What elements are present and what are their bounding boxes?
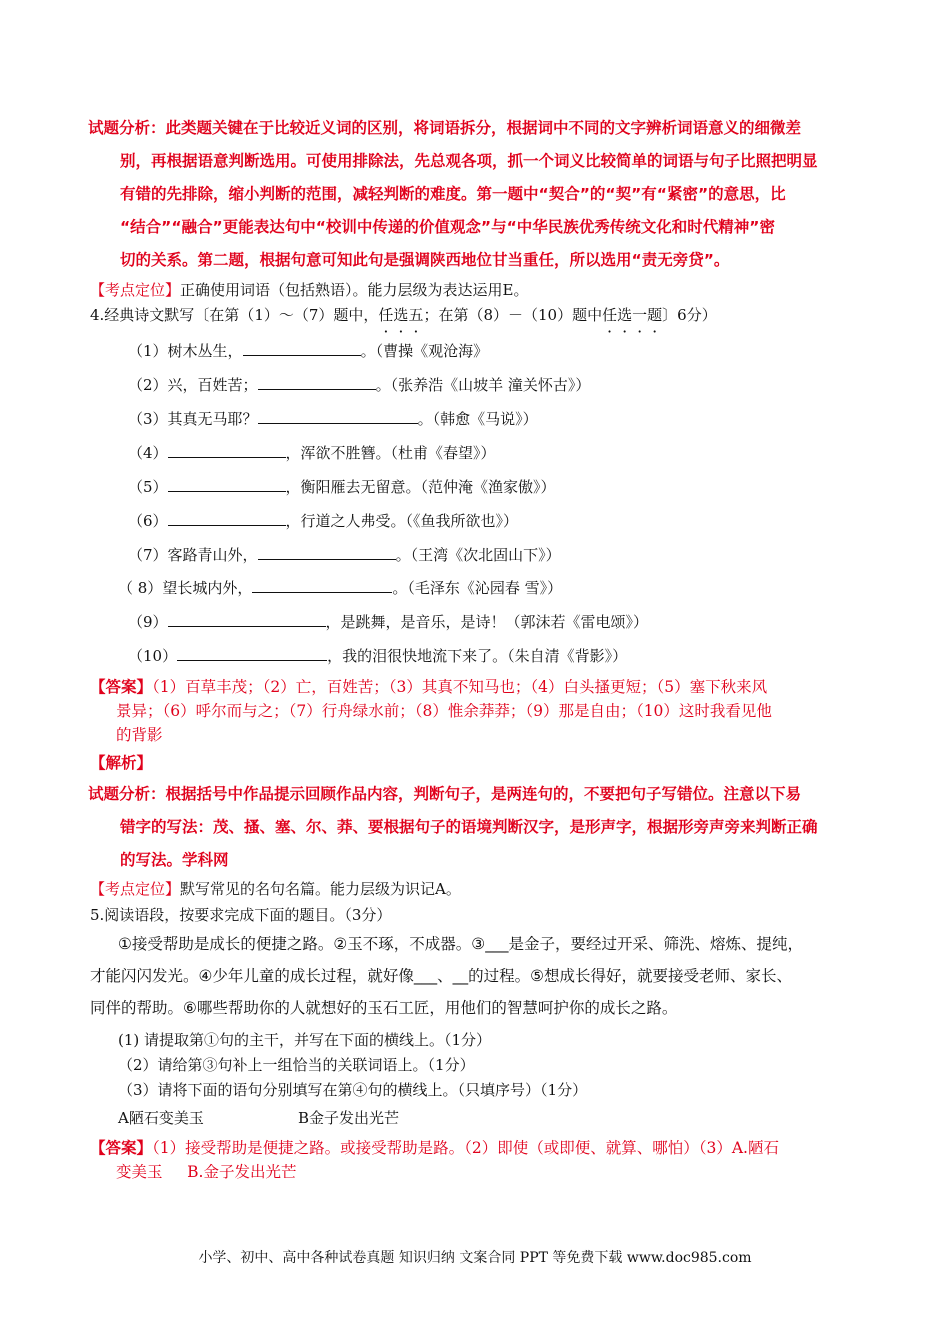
poem-item: （3）其真无马耶？ 。（韩愈《马说》） [128, 410, 538, 428]
answer-tag: 【答案】 [90, 1138, 153, 1157]
answer-blank[interactable] [168, 612, 326, 627]
analysis-2-line: 的写法。学科网 [120, 851, 229, 869]
poem-item: （ 8）望长城内外， 。（毛泽东《沁园春 雪》） [118, 579, 563, 597]
option-b: B金子发出光芒 [298, 1109, 400, 1127]
poem-item: （7）客路青山外， 。（王湾《次北固山下》） [128, 546, 561, 564]
kaodian-tag: 【考点定位】 [90, 880, 181, 898]
answer-blank[interactable] [168, 443, 286, 458]
answer-tag: 【答案】 [90, 677, 153, 696]
analysis-1 [88, 112, 878, 277]
analysis-1-line: 有错的先排除，缩小判断的范围，减轻判断的难度。第一题中“契合”的“契”有“紧密”的意思，比 [120, 185, 786, 203]
jiexi-heading: 【解析】 [90, 754, 153, 772]
poem-item: （9） ，是跳舞，是音乐，是诗！（郭沫若《雷电颂》） [128, 613, 649, 631]
answer-blank[interactable] [252, 578, 392, 593]
answer-5: 【答案】（1）接受帮助是便捷之路。或接受帮助是路。（2）即使（或即便、就算、哪怕）（3）A.陋石 变美玉 B.金子发出光芒 [90, 1138, 779, 1181]
answer-blank[interactable] [243, 341, 361, 356]
question-5-sub1: (1) 请提取第①句的主干，并写在下面的横线上。（1分） [118, 1031, 492, 1049]
poem-item: （6） ，行道之人弗受。（《鱼我所欲也》） [128, 512, 519, 530]
kaodian-1 [90, 279, 528, 301]
kaodian-text: 默写常见的名句名篇。能力层级为识记A。 [180, 880, 461, 898]
answer-blank[interactable] [168, 477, 286, 492]
answer-blank[interactable] [258, 409, 418, 424]
poem-item: （2）兴，百姓苦； 。（张养浩《山坡羊 潼关怀古》） [128, 376, 591, 394]
analysis-2-line: 试题分析：根据括号中作品提示回顾作品内容，判断句子，是两连句的，不要把句子写错位。注意以下易 [88, 785, 802, 803]
answer-blank[interactable] [258, 545, 396, 560]
page-footer: 小学、初中、高中各种试卷真题 知识归纳 文案合同 PPT 等免费下载 www.doc985.com [198, 1250, 752, 1266]
analysis-1-line: 试题分析：此类题关键在于比较近义词的区别，将词语拆分，根据词中不同的文字辨析词语意义的细微差 [88, 119, 802, 137]
poem-item: （4） ，浑欲不胜簪。（杜甫《春望》） [128, 444, 496, 462]
analysis-2-line: 错字的写法：茂、搔、塞、尔、莽、要根据句子的语境判断汉字，是形声字，根据形旁声旁来判断正确 [120, 818, 818, 836]
question-5-title: 5.阅读语段，按要求完成下面的题目。（3分） [90, 906, 392, 924]
question-5-paragraph: ①接受帮助是成长的便捷之路。②玉不琢，不成器。③___是金子，要经过开采、筛洗、熔炼、提纯， 才能闪闪发光。④少年儿童的成长过程，就好像___、__的过程。⑤想成长得好，就要接受老师、家长、 同伴的帮助。⑥哪些帮助你的人就想好的玉石工匠，用他们的智慧呵护你的成长之路。 [90, 935, 803, 1017]
poem-item: （5） ，衡阳雁去无留意。（范仲淹《渔家傲》） [128, 478, 556, 496]
analysis-1-line: “结合”“融合”更能表达句中“校训中传递的价值观念”与“中华民族优秀传统文化和时代精神”密 [120, 218, 775, 236]
answer-blank[interactable] [177, 646, 327, 661]
answer-4: 【答案】（1）百草丰茂；（2）亡，百姓苦；（3）其真不知马也；（4）白头搔更短；（5）塞下秋来风 景异；（6）呼尔而与之；（7）行舟绿水前；（8）惟余莽莽；（9）那是自由；（10）这时我看见他 的背影 [90, 677, 772, 744]
kaodian-text: 正确使用词语（包括熟语）。能力层级为表达运用E。 [180, 281, 529, 299]
poem-item: （1）树木丛生， 。（曹操《观沧海》 [128, 342, 489, 360]
kaodian-tag: 【考点定位】 [90, 281, 181, 299]
question-5-sub2: （2）请给第③句补上一组恰当的关联词语上。（1分） [118, 1056, 475, 1074]
option-a: A陋石变美玉 [118, 1109, 204, 1127]
question-4-title: 4.经典诗文默写〔在第（1）～（7）题中，任选五；在第（8）－（10）题中任选一题〕6分） [90, 306, 717, 324]
answer-blank[interactable] [258, 375, 376, 390]
kaodian-2 [90, 878, 461, 900]
poem-item: （10） ，我的泪很快地流下来了。（朱自清《背影》） [128, 647, 628, 665]
answer-blank[interactable] [168, 511, 286, 526]
analysis-2 [88, 778, 878, 877]
analysis-1-line: 别，再根据语意判断选用。可使用排除法，先总观各项，抓一个词义比较简单的词语与句子比照把明显 [120, 152, 818, 170]
question-5-sub3: （3）请将下面的语句分别填写在第④句的横线上。（只填序号）（1分） [118, 1081, 588, 1099]
analysis-1-line: 切的关系。第二题，根据句意可知此句是强调陕西地位甘当重任，所以选用“责无旁贷”。 [120, 251, 730, 269]
